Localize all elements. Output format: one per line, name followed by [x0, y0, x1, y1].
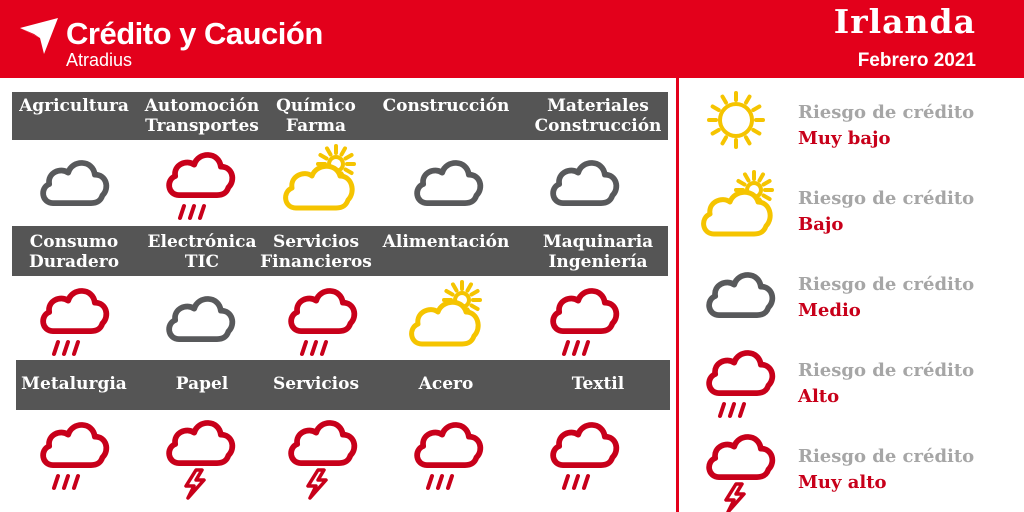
sector-label-line1: Textil [571, 374, 625, 394]
storm-cloud-icon [278, 416, 358, 496]
cloud-icon [540, 146, 620, 226]
sector-label-line1: Químico [276, 96, 356, 116]
sector-label [176, 374, 229, 394]
sun-cloud-icon [404, 282, 484, 362]
sun-cloud-icon [278, 146, 358, 226]
sector-label-line1: Automoción [144, 96, 260, 116]
sector-label-line2: Duradero [28, 252, 120, 272]
sector-label-line1: Agricultura [19, 96, 129, 116]
cloud-icon [696, 258, 776, 338]
sector-label [572, 374, 624, 394]
sector-label-line2: Transportes [145, 116, 259, 136]
cloud-icon [156, 282, 236, 362]
storm-cloud-icon [156, 416, 236, 496]
sector-label [19, 96, 129, 116]
sector-label [29, 232, 119, 272]
rain-cloud-icon [696, 344, 776, 424]
sector-label-line1: Metalurgia [21, 374, 127, 394]
country-title: Irlanda [833, 2, 976, 41]
cloud-icon [404, 146, 484, 226]
rain-cloud-icon [404, 416, 484, 496]
sector-label [273, 374, 359, 394]
sector-label-line1: Electrónica [147, 232, 257, 252]
sun-cloud-icon [696, 172, 776, 252]
sector-label-line1: Papel [175, 374, 229, 394]
sector-label [148, 232, 257, 272]
legend-title: Riesgo de crédito [798, 102, 975, 123]
sector-label-line2: Ingeniería [548, 252, 648, 272]
header-bar [0, 0, 1024, 78]
sector-label-line2: Construcción [534, 116, 662, 136]
brand-subtitle: Atradius [66, 50, 133, 70]
sector-label-line1: Acero [418, 374, 474, 394]
rain-cloud-icon [156, 146, 236, 226]
legend-risk-level: Muy bajo [798, 128, 891, 149]
rain-cloud-icon [30, 282, 110, 362]
sector-label-line1: Consumo [29, 232, 119, 252]
sector-label [383, 232, 510, 252]
sector-label [419, 374, 474, 394]
sector-label-line1: Alimentación [382, 232, 510, 252]
sector-label [145, 96, 260, 136]
sector-label [260, 232, 372, 272]
legend-risk-level: Alto [798, 386, 840, 407]
legend-title: Riesgo de crédito [798, 360, 975, 381]
storm-cloud-icon [696, 430, 776, 510]
rain-cloud-icon [30, 416, 110, 496]
sector-label [276, 96, 356, 136]
section-divider [676, 78, 679, 512]
sector-label-line2: Farma [285, 116, 347, 136]
brand-name: Crédito y Caución [66, 16, 323, 51]
legend-risk-level: Bajo [798, 214, 844, 235]
sector-label-line1: Construcción [382, 96, 510, 116]
sector-label-line2: Financieros [260, 252, 372, 272]
sector-label-line1: Servicios [272, 374, 360, 394]
cloud-icon [30, 146, 110, 226]
sector-label [21, 374, 127, 394]
sector-label-line1: Maquinaria [542, 232, 654, 252]
legend-risk-level: Medio [798, 300, 861, 321]
sector-label [383, 96, 510, 116]
sector-label [535, 96, 662, 136]
rain-cloud-icon [278, 282, 358, 362]
legend-title: Riesgo de crédito [798, 188, 975, 209]
sector-label [543, 232, 653, 272]
report-period: Febrero 2021 [857, 50, 976, 71]
sector-label-line2: TIC [184, 252, 220, 272]
legend-risk-level: Muy alto [798, 472, 887, 493]
sector-label-line1: Servicios [272, 232, 360, 252]
rain-cloud-icon [540, 416, 620, 496]
legend-title: Riesgo de crédito [798, 274, 975, 295]
brand-logo [18, 12, 338, 72]
sun-icon [696, 86, 776, 166]
rain-cloud-icon [540, 282, 620, 362]
atradius-logo-icon [18, 14, 60, 56]
sector-label-line1: Materiales [547, 96, 649, 116]
legend-title: Riesgo de crédito [798, 446, 975, 467]
